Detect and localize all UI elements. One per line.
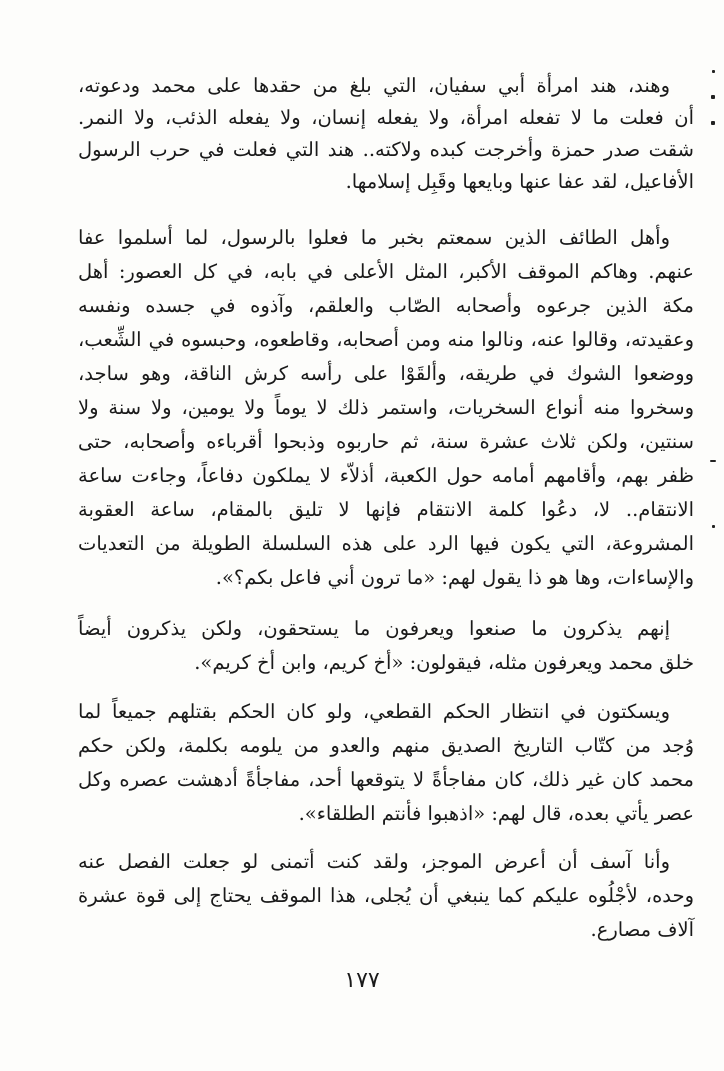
text-line: وسخروا منه أنواع السخريات، واستمر ذلك لا يوماً ولا يومين، ولا سنة ولا bbox=[78, 396, 694, 419]
paragraph-3 bbox=[78, 614, 694, 684]
text-line: عصر يأتي بعده، قال لهم: «اذهبوا فأنتم الطلقاء». bbox=[298, 802, 694, 825]
text-line: إنهم يذكرون ما صنعوا ويعرفون ما يستحقون، ولكن يذكرون أيضاً bbox=[78, 617, 670, 640]
text-line: وُجد من كتّاب التاريخ الصديق منهم والعدو من يلومه بكلمة، ولكن حكم bbox=[78, 734, 694, 757]
text-line: ويسكتون في انتظار الحكم القطعي، ولو كان الحكم بقتلهم جميعاً لما bbox=[78, 700, 670, 723]
scan-mark bbox=[711, 95, 715, 99]
text-line: الأفاعيل، لقد عفا عنها وبايعها وقَبِل إسلامها. bbox=[345, 170, 694, 193]
text-line: مكة الذين جرعوه وأصحابه الصّاب والعلقم، وآذوه في جسده ونفسه bbox=[78, 294, 694, 317]
scan-mark bbox=[710, 460, 716, 462]
text-line: ووضعوا الشوك في طريقه، وألقَوْا على رأسه كرش الناقة، وهو ساجد، bbox=[78, 362, 694, 385]
page-number: ١٧٧ bbox=[344, 968, 380, 993]
text-line: ظفر بهم، وأقامهم أمامه حول الكعبة، أذلاّء لا يملكون دفاعاً، وجاءت ساعة bbox=[78, 464, 694, 487]
scan-mark bbox=[712, 70, 715, 73]
text-line: خلق محمد ويعرفون مثله، فيقولون: «أخ كريم، وابن أخ كريم». bbox=[194, 651, 694, 674]
paragraph-2 bbox=[78, 223, 694, 603]
text-line: المشروعة، التي يكون فيها الرد على هذه السلسلة الطويلة من التعديات bbox=[78, 532, 694, 555]
text-line: سنتين، ولكن ثلاث عشرة سنة، ثم حاربوه وذبحوا أقرباءه وأصحابه، حتى bbox=[78, 430, 694, 453]
text-line: أن فعلت ما لا تفعله امرأة، ولا يفعله إنسان، ولا يفعله الذئب، ولا النمر. bbox=[78, 106, 694, 129]
text-line: شقت صدر حمزة وأخرجت كبده ولاكته.. هند التي فعلت في حرب الرسول bbox=[78, 138, 694, 161]
text-line: وهند، هند امرأة أبي سفيان، التي بلغ من حقدها على محمد ودعوته، bbox=[78, 74, 670, 97]
paragraph-1 bbox=[78, 71, 694, 211]
text-line: وأنا آسف أن أعرض الموجز، ولقد كنت أتمنى لو جعلت الفصل عنه bbox=[78, 850, 670, 873]
text-line: الانتقام.. لا، دعُوا كلمة الانتقام فإنها لا تليق بالمقام، ساعة العقوبة bbox=[78, 498, 694, 521]
text-line: وحده، لأجْلُوه عليكم كما ينبغي أن يُجلى، هذا الموقف يحتاج إلى قوة عشرة bbox=[78, 884, 694, 907]
text-line: آلاف مصارع. bbox=[590, 918, 694, 941]
text-line: عنهم. وهاكم الموقف الأكبر، المثل الأعلى في بابه، في كل العصور: أهل bbox=[78, 260, 694, 283]
paragraph-5 bbox=[78, 847, 694, 952]
paragraph-4 bbox=[78, 697, 694, 837]
scan-mark bbox=[712, 525, 715, 528]
text-line: محمد كان غير ذلك، كان مفاجأةً لا يتوقعها أحد، مفاجأةً أدهشت عصره وكل bbox=[78, 768, 694, 791]
text-line: والإساءات، وها هو ذا يقول لهم: «ما ترون أني فاعل بكم؟». bbox=[215, 566, 694, 589]
scan-mark bbox=[711, 121, 715, 125]
text-line: وعقيدته، وقالوا عنه، ونالوا منه ومن أصحابه، وقاطعوه، وحبسوه في الشِّعب، bbox=[78, 328, 694, 351]
text-line: وأهل الطائف الذين سمعتم بخبر ما فعلوا بالرسول، لما أسلموا عفا bbox=[78, 226, 670, 249]
